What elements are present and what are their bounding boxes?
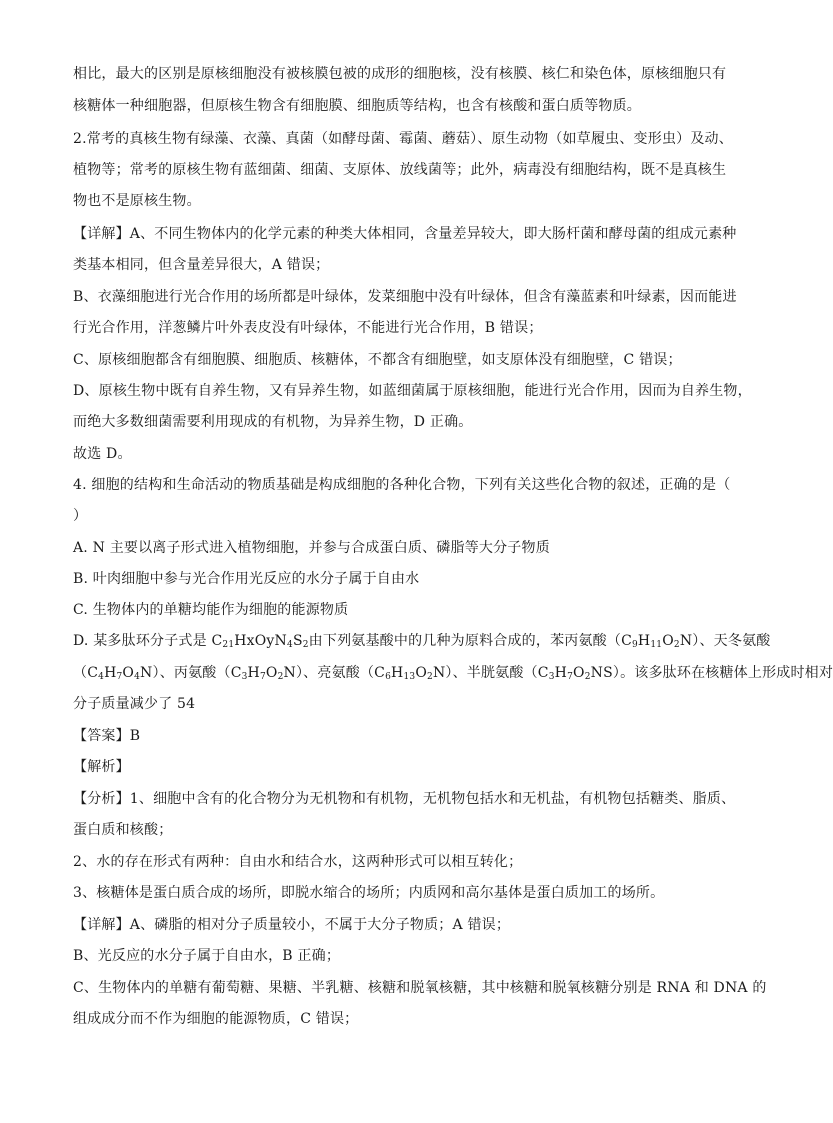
option-b: B. 叶肉细胞中参与光合作用光反应的水分子属于自由水 — [73, 571, 420, 587]
answer-line: 【答案】B — [73, 728, 141, 744]
text: H — [554, 665, 568, 681]
text-line: D、原核生物中既有自养生物，又有异养生物，如蓝细菌属于原核细胞，能进行光合作用，因而为自养生物， — [73, 383, 752, 399]
subscript: 2 — [427, 672, 433, 682]
text-line: C、原核细胞都含有细胞膜、细胞质、核糖体，不都含有细胞壁，如支原体没有细胞壁，C 错误； — [73, 352, 682, 368]
text: （C — [73, 665, 99, 681]
text: H — [247, 665, 260, 681]
text-line: 行光合作用，洋葱鳞片叶外表皮没有叶绿体，不能进行光合作用，B 错误； — [73, 320, 543, 336]
text-line: B、光反应的水分子属于自由水，B 正确； — [73, 948, 341, 964]
option-c: C. 生物体内的单糖均能作为细胞的能源物质 — [73, 602, 349, 618]
text-line: 相比，最大的区别是原核细胞没有被核膜包被的成形的细胞核，没有核膜、核仁和染色体，原核细胞只有 — [73, 66, 727, 82]
text: O — [415, 665, 427, 681]
subscript: 21 — [222, 640, 235, 650]
option-d-cont: 分子质量减少了 54 — [73, 696, 196, 712]
subscript: 2 — [584, 672, 591, 682]
subscript: 7 — [259, 672, 266, 682]
text-line: 而绝大多数细菌需要利用现成的有机物，为异养生物，D 正确。 — [73, 414, 473, 430]
subscript: 7 — [567, 672, 573, 682]
text: HxOyN — [234, 633, 287, 649]
text-line: C、生物体内的单糖有葡萄糖、果糖、半乳糖、核糖和脱氧核糖，其中核糖和脱氧核糖分别是 RNA 和 DNA 的 — [73, 980, 767, 996]
detail-heading-line: 【详解】A、不同生物体内的化学元素的种类大体相同，含量差异较大，即大肠杆菌和酵母菌的组成元素种 — [73, 226, 737, 242]
text: H — [104, 665, 117, 681]
text: S — [292, 633, 303, 649]
text-line: 蛋白质和核酸； — [73, 822, 173, 838]
text: NS）。该多肽环在核糖体上形成时相对 — [590, 665, 833, 681]
subscript: 13 — [403, 672, 416, 682]
option-d-cont — [73, 663, 833, 683]
text: 由下列氨基酸中的几种为原料合成的，苯丙氨酸（C — [308, 633, 632, 649]
text: H — [637, 633, 651, 649]
detail-heading-line: 【详解】A、磷脂的相对分子质量较小，不属于大分子物质；A 错误； — [73, 917, 511, 933]
text: O — [573, 665, 585, 681]
text: N）、亮氨酸（C — [283, 665, 386, 681]
subscript: 4 — [134, 672, 141, 682]
text: N）、丙氨酸（C — [140, 665, 242, 681]
subscript: 4 — [287, 640, 293, 650]
analysis-line: 【分析】1、细胞中含有的化合物分为无机物和有机物，无机物包括水和无机盐，有机物包括糖类、脂质、 — [73, 791, 736, 807]
subscript: 3 — [241, 672, 248, 682]
text: O — [265, 665, 278, 681]
text: O — [662, 633, 674, 649]
text: H — [391, 665, 404, 681]
text: N）、天冬氨酸 — [679, 633, 771, 649]
text-line: 植物等；常考的原核生物有蓝细菌、细菌、支原体、放线菌等；此外，病毒没有细胞结构，既不是真核生 — [73, 162, 727, 178]
text-line: 类基本相同，但含量差异很大，A 错误； — [73, 257, 330, 273]
subscript: 6 — [385, 672, 392, 682]
text-line: 物也不是原核生物。 — [73, 193, 201, 209]
text-line: 2、水的存在形式有两种：自由水和结合水，这两种形式可以相互转化； — [73, 854, 523, 870]
text: N）、半胱氨酸（C — [432, 665, 549, 681]
subscript: 9 — [631, 640, 638, 650]
subscript: 3 — [548, 672, 555, 682]
subscript: 2 — [673, 640, 680, 650]
question-stem: ） — [73, 508, 88, 524]
subscript: 2 — [277, 672, 284, 682]
text: O — [122, 665, 135, 681]
text-line: 2.常考的真核生物有绿藻、衣藻、真菌（如酵母菌、霉菌、蘑菇）、原生动物（如草履虫、变形虫）及动、 — [73, 131, 733, 147]
text-line: 组成成分而不作为细胞的能源物质，C 错误； — [73, 1011, 359, 1027]
question-stem: 4. 细胞的结构和生命活动的物质基础是构成细胞的各种化合物，下列有关这些化合物的叙述，正确的是（ — [73, 477, 731, 493]
option-a: A. N 主要以离子形式进入植物细胞，并参与合成蛋白质、磷脂等大分子物质 — [73, 540, 550, 556]
option-d — [73, 631, 770, 651]
analysis-title: 【解析】 — [73, 759, 130, 775]
choice-line: 故选 D。 — [73, 446, 132, 462]
text-line: B、衣藻细胞进行光合作用的场所都是叶绿体，发菜细胞中没有叶绿体，但含有藻蓝素和叶绿素，因而能进 — [73, 289, 737, 305]
subscript: 4 — [98, 672, 105, 682]
text-line: 3、核糖体是蛋白质合成的场所，即脱水缩合的场所；内质网和高尔基体是蛋白质加工的场所。 — [73, 885, 665, 901]
subscript: 7 — [116, 672, 123, 682]
subscript: 2 — [302, 640, 309, 650]
subscript: 11 — [650, 640, 663, 650]
text-line: 核糖体一种细胞器，但原核生物含有细胞膜、细胞质等结构，也含有核酸和蛋白质等物质。 — [73, 98, 641, 114]
text: D. 某多肽环分子式是 C — [73, 633, 223, 649]
